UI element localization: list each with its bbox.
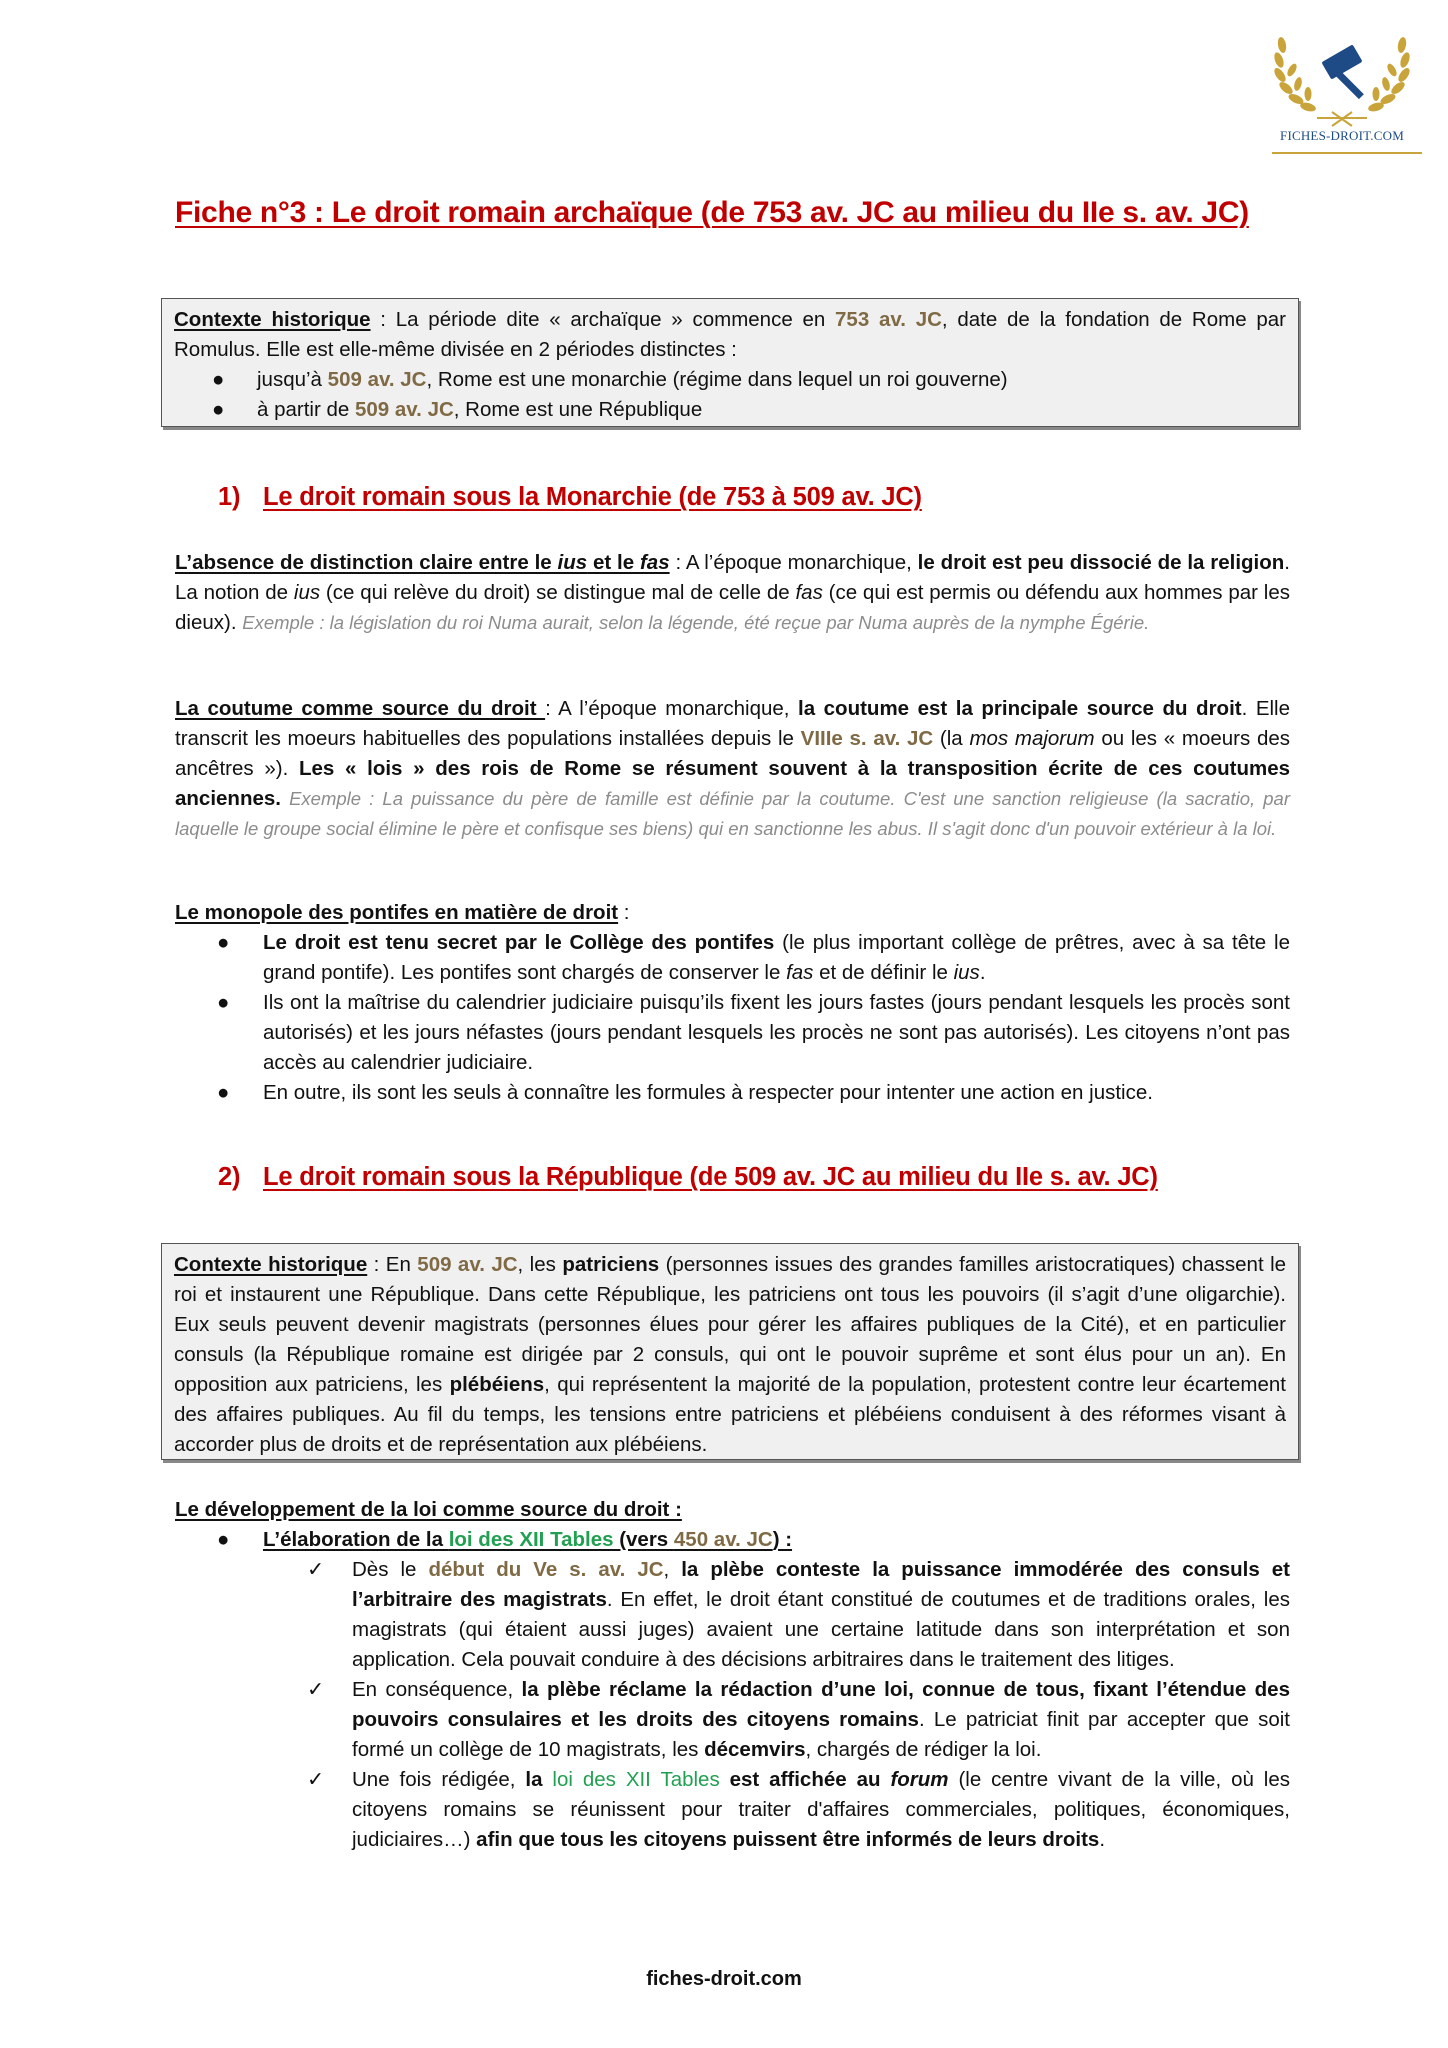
site-logo[interactable]: [1262, 30, 1422, 165]
date-highlight: 753 av. JC: [835, 308, 942, 331]
bullet-icon: ●: [212, 368, 225, 391]
list-item: ● jusqu’à 509 av. JC, Rome est une monarchie (régime dans lequel un roi gouverne): [174, 365, 1286, 395]
section-number: 1): [218, 483, 241, 511]
paragraph-custom: La coutume comme source du droit : A l’époque monarchique, la coutume est la principale source du droit. Elle transcrit les moeurs habituelles des populations installées depuis le VIIIe s. av. JC (la mos majorum ou les « moeurs des ancêtres »). Les « lois » des rois de Rome se résument souvent à la transposition écrite de ces coutumes anciennes. Exemple : La puissance du père de famille est définie par la coutume. C'est une sanction religieuse (la sacratio, par laquelle le groupe social élimine le père et confisque ses biens) qui en sanctionne les abus. Il s'agit donc d'un pouvoir extérieur à la loi.: [175, 697, 1291, 839]
section-heading-2: [218, 1163, 1158, 1192]
example-text: Exemple : la législation du roi Numa aurait, selon la légende, été reçue par Numa auprès de la nymphe Égérie.: [242, 612, 1150, 633]
list-item: ● à partir de 509 av. JC, Rome est une République: [174, 395, 1286, 425]
context-box-republic: Contexte historique : En 509 av. JC, les patriciens (personnes issues des grandes familles aristocratiques) chassent le roi et instaurent une République. Dans cette République, les patriciens ont tous les pouvoirs (il s’agit d’une oligarchie). Eux seuls peuvent devenir magistrats (personnes élues pour gérer les affaires publiques de la Cité), et en particulier consuls (la République romaine est dirigée par 2 consuls, qui ont le pouvoir suprême et sont élus pour un an). En opposition aux patriciens, les plébéiens, qui représentent la majorité de la population, protestent contre leur écartement des affaires publiques. Au fil du temps, les tensions entre patriciens et plébéiens conduisent à des réformes visant à accorder plus de droits et de représentation aux plébéiens.: [161, 1243, 1299, 1460]
logo-rule: [1272, 152, 1422, 154]
check-item: ✓ En conséquence, la plèbe réclame la rédaction d’une loi, connue de tous, fixant l’étendue des pouvoirs consulaires et les droits des citoyens romains. Le patriciat finit par accepter que soit formé un collège de 10 magistrats, les décemvirs, chargés de rédiger la loi.: [175, 1675, 1290, 1765]
section-number: 2): [218, 1163, 241, 1191]
paragraph-law-development: [175, 1495, 1290, 1855]
bullet-icon: ●: [212, 398, 225, 421]
example-text: Exemple : La puissance du père de famille est définie par la coutume. C'est une sanction religieuse (la sacratio, par laquelle le groupe social élimine le père et confisque ses biens) qui en sanctionne les abus. Il s'agit donc d'un pouvoir extérieur à la loi.: [175, 788, 1290, 839]
context-paragraph: Contexte historique : La période dite « archaïque » commence en 753 av. JC, date de la fondation de Rome par Romulus. Elle est elle-même divisée en 2 périodes distinctes :: [174, 308, 1286, 361]
date-highlight: 509 av. JC: [417, 1253, 518, 1276]
list-item: ● Ils ont la maîtrise du calendrier judiciaire puisqu’ils fixent les jours fastes (jours pendant lesquels les procès sont autorisés) et les jours néfastes (jours pendant lesquels les procès ne sont pas autorisés). Les citoyens n’ont pas accès au calendrier judiciaire.: [175, 988, 1290, 1078]
paragraph-ius-fas: L’absence de distinction claire entre le ius et le fas : A l’époque monarchique, le droit est peu dissocié de la religion. La notion de ius (ce qui relève du droit) se distingue mal de celle de fas (ce qui est permis ou défendu aux hommes par les dieux). Exemple : la législation du roi Numa aurait, selon la légende, été reçue par Numa auprès de la nymphe Égérie.: [175, 551, 1291, 634]
bullet-icon: ●: [217, 1528, 230, 1551]
paragraph-label: Le développement de la loi comme source du droit :: [175, 1498, 682, 1521]
law-xii-tables-link: loi des XII Tables: [552, 1768, 720, 1791]
section-heading-1: [218, 483, 922, 512]
gavel-laurel-icon: [1262, 30, 1422, 130]
check-item: ✓ Une fois rédigée, la loi des XII Tables est affichée au forum (le centre vivant de la ville, où les citoyens romains se réunissent pour traiter d'affaires commerciales, politiques, économiques, judiciaires…) afin que tous les citoyens puissent être informés de leurs droits.: [175, 1765, 1290, 1855]
context-label: Contexte historique: [174, 308, 371, 331]
section-title: Le droit romain sous la République (de 509 av. JC au milieu du IIe s. av. JC): [263, 1163, 1158, 1191]
paragraph-pontiffs: Le monopole des pontifes en matière de droit : ● Le droit est tenu secret par le Collège des pontifes (le plus important collège de prêtres, avec à sa tête le grand pontife). Les pontifes sont chargés de conserver le fas et de définir le ius. ● Ils ont la maîtrise du calendrier judiciaire puisqu’ils fixent les jours fastes (jours pendant lesquels les procès sont autorisés) et les jours néfastes (jours pendant lesquels les procès ne sont pas autorisés). Les citoyens n’ont pas accès au calendrier judiciaire. ● En outre, ils sont les seuls à connaître les formules à respecter pour intenter une action en justice.: [175, 898, 1290, 1108]
logo-text: FICHES-DROIT.COM: [1280, 128, 1404, 143]
list-item: ● En outre, ils sont les seuls à connaître les formules à respecter pour intenter une action en justice.: [175, 1078, 1290, 1108]
context-box-archaic: [161, 298, 1299, 427]
paragraph-label: L’absence de distinction claire entre le ius et le fas: [175, 551, 670, 574]
law-xii-tables-link: loi des XII Tables: [448, 1528, 614, 1551]
paragraph-label: La coutume comme source du droit: [175, 697, 546, 720]
check-icon: ✓: [307, 1678, 325, 1701]
list-item: ● Le droit est tenu secret par le Collège des pontifes (le plus important collège de prêtres, avec à sa tête le grand pontife). Les pontifes sont chargés de conserver le fas et de définir le ius.: [175, 928, 1290, 988]
bullet-icon: ●: [217, 931, 230, 954]
law-list: [175, 1525, 1290, 1555]
section-title: Le droit romain sous la Monarchie (de 753 à 509 av. JC): [263, 483, 922, 511]
check-item: ✓ Dès le début du Ve s. av. JC, la plèbe conteste la puissance immodérée des consuls et l’arbitraire des magistrats. En effet, le droit étant constitué de coutumes et de traditions orales, les magistrats (qui étaient aussi juges) avaient une certaine latitude dans son interprétation et son application. Cela pouvait conduire à des décisions arbitraires dans le traitement des litiges.: [175, 1555, 1290, 1675]
list-item: ● L’élaboration de la loi des XII Tables (vers 450 av. JC) :: [175, 1525, 1290, 1555]
page-footer[interactable]: fiches-droit.com: [646, 1968, 802, 1990]
paragraph-label: Le monopole des pontifes en matière de droit: [175, 901, 619, 924]
page-title: Fiche n°3 : Le droit romain archaïque (de 753 av. JC au milieu du IIe s. av. JC): [175, 196, 1249, 229]
law-checklist: [175, 1555, 1290, 1855]
check-icon: ✓: [307, 1768, 325, 1791]
bullet-icon: ●: [217, 1081, 230, 1104]
bullet-icon: ●: [217, 991, 230, 1014]
check-icon: ✓: [307, 1558, 325, 1581]
context-label: Contexte historique: [174, 1253, 368, 1276]
period-list: [174, 365, 1286, 425]
pontiffs-list: [175, 928, 1290, 1108]
